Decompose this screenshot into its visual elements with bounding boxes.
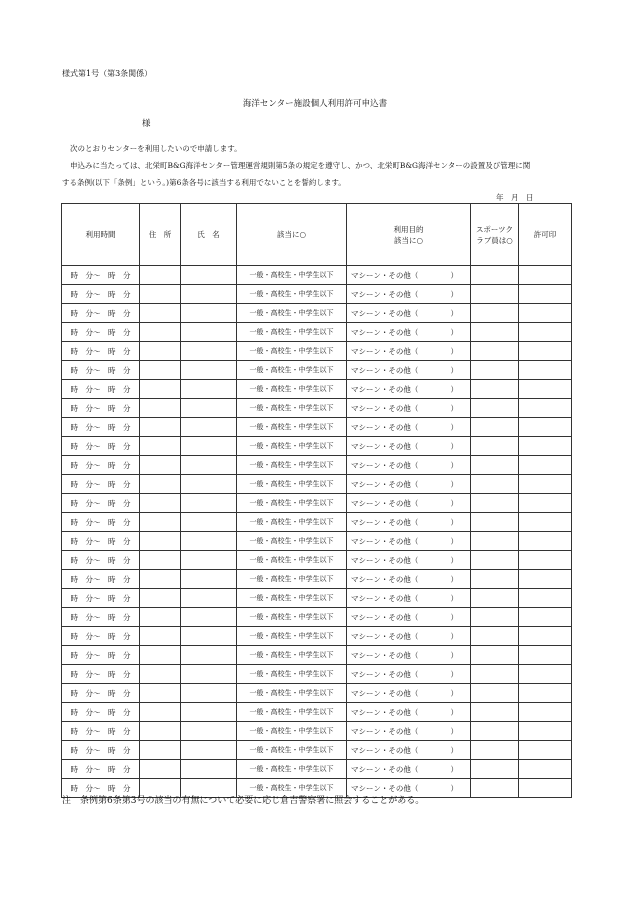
purpose-options: マシーン・その他（ xyxy=(351,650,419,660)
club-member-cell[interactable] xyxy=(471,703,519,722)
address-cell[interactable] xyxy=(140,760,181,779)
purpose-options: マシーン・その他（ xyxy=(351,593,419,603)
name-cell[interactable] xyxy=(181,722,237,741)
category-cell[interactable]: 一般・高校生・中学生以下 xyxy=(237,323,347,342)
address-cell[interactable] xyxy=(140,722,181,741)
club-member-cell[interactable] xyxy=(471,266,519,285)
permit-stamp-cell xyxy=(519,703,572,722)
club-member-cell[interactable] xyxy=(471,513,519,532)
category-cell[interactable]: 一般・高校生・中学生以下 xyxy=(237,285,347,304)
purpose-cell[interactable] xyxy=(347,342,471,361)
purpose-cell[interactable] xyxy=(347,418,471,437)
category-cell[interactable]: 一般・高校生・中学生以下 xyxy=(237,361,347,380)
permit-stamp-cell xyxy=(519,456,572,475)
address-cell[interactable] xyxy=(140,475,181,494)
address-cell[interactable] xyxy=(140,494,181,513)
table-row xyxy=(62,513,572,532)
purpose-cell[interactable] xyxy=(347,361,471,380)
table-row xyxy=(62,304,572,323)
purpose-close-paren: ） xyxy=(450,270,458,280)
address-cell[interactable] xyxy=(140,608,181,627)
permit-stamp-cell xyxy=(519,646,572,665)
purpose-options: マシーン・その他（ xyxy=(351,460,419,470)
category-cell[interactable]: 一般・高校生・中学生以下 xyxy=(237,475,347,494)
name-cell[interactable] xyxy=(181,456,237,475)
time-cell[interactable]: 時 分〜 時 分 xyxy=(62,380,140,399)
club-member-cell[interactable] xyxy=(471,456,519,475)
time-cell[interactable]: 時 分〜 時 分 xyxy=(62,266,140,285)
club-member-cell[interactable] xyxy=(471,342,519,361)
purpose-options: マシーン・その他（ xyxy=(351,327,419,337)
table-row xyxy=(62,665,572,684)
purpose-close-paren: ） xyxy=(450,365,458,375)
club-member-cell[interactable] xyxy=(471,665,519,684)
purpose-close-paren: ） xyxy=(450,650,458,660)
purpose-options: マシーン・その他（ xyxy=(351,308,419,318)
category-cell[interactable]: 一般・高校生・中学生以下 xyxy=(237,266,347,285)
category-cell[interactable]: 一般・高校生・中学生以下 xyxy=(237,418,347,437)
time-cell[interactable]: 時 分〜 時 分 xyxy=(62,437,140,456)
club-member-cell[interactable] xyxy=(471,323,519,342)
permit-stamp-cell xyxy=(519,551,572,570)
category-cell[interactable]: 一般・高校生・中学生以下 xyxy=(237,570,347,589)
club-member-cell[interactable] xyxy=(471,741,519,760)
purpose-options: マシーン・その他（ xyxy=(351,479,419,489)
table-body xyxy=(62,266,572,798)
address-cell[interactable] xyxy=(140,665,181,684)
club-member-cell[interactable] xyxy=(471,494,519,513)
purpose-options: マシーン・その他（ xyxy=(351,346,419,356)
name-cell[interactable] xyxy=(181,646,237,665)
table-row xyxy=(62,684,572,703)
time-cell[interactable]: 時 分〜 時 分 xyxy=(62,741,140,760)
permit-stamp-cell xyxy=(519,342,572,361)
name-cell[interactable] xyxy=(181,589,237,608)
time-cell[interactable]: 時 分〜 時 分 xyxy=(62,760,140,779)
table-row xyxy=(62,608,572,627)
header-purpose-line1: 利用目的 xyxy=(393,224,424,234)
permit-stamp-cell xyxy=(519,437,572,456)
time-cell[interactable]: 時 分〜 時 分 xyxy=(62,475,140,494)
purpose-options: マシーン・その他（ xyxy=(351,536,419,546)
header-purpose-line2: 該当に○ xyxy=(393,235,424,245)
club-member-cell[interactable] xyxy=(471,475,519,494)
category-cell[interactable]: 一般・高校生・中学生以下 xyxy=(237,665,347,684)
purpose-cell[interactable] xyxy=(347,437,471,456)
header-time: 利用時間 xyxy=(62,204,140,266)
time-cell[interactable]: 時 分〜 時 分 xyxy=(62,285,140,304)
purpose-options: マシーン・その他（ xyxy=(351,764,419,774)
address-cell[interactable] xyxy=(140,361,181,380)
table-header-row xyxy=(62,204,572,266)
name-cell[interactable] xyxy=(181,741,237,760)
category-cell[interactable]: 一般・高校生・中学生以下 xyxy=(237,513,347,532)
permit-stamp-cell xyxy=(519,399,572,418)
name-cell[interactable] xyxy=(181,570,237,589)
table-row xyxy=(62,285,572,304)
purpose-options: マシーン・その他（ xyxy=(351,498,419,508)
permit-stamp-cell xyxy=(519,475,572,494)
club-member-cell[interactable] xyxy=(471,437,519,456)
time-cell[interactable]: 時 分〜 時 分 xyxy=(62,570,140,589)
permit-stamp-cell xyxy=(519,418,572,437)
time-cell[interactable]: 時 分〜 時 分 xyxy=(62,418,140,437)
table-row xyxy=(62,475,572,494)
application-table xyxy=(61,203,572,798)
purpose-cell[interactable] xyxy=(347,570,471,589)
purpose-close-paren: ） xyxy=(450,422,458,432)
purpose-cell[interactable] xyxy=(347,703,471,722)
purpose-close-paren: ） xyxy=(450,498,458,508)
club-member-cell[interactable] xyxy=(471,399,519,418)
time-cell[interactable]: 時 分〜 時 分 xyxy=(62,627,140,646)
time-cell[interactable]: 時 分〜 時 分 xyxy=(62,532,140,551)
name-cell[interactable] xyxy=(181,380,237,399)
category-cell[interactable]: 一般・高校生・中学生以下 xyxy=(237,779,347,798)
purpose-cell[interactable] xyxy=(347,266,471,285)
purpose-close-paren: ） xyxy=(450,555,458,565)
permit-stamp-cell xyxy=(519,608,572,627)
club-member-cell[interactable] xyxy=(471,304,519,323)
category-cell[interactable]: 一般・高校生・中学生以下 xyxy=(237,399,347,418)
table-row xyxy=(62,589,572,608)
time-cell[interactable]: 時 分〜 時 分 xyxy=(62,608,140,627)
name-cell[interactable] xyxy=(181,475,237,494)
permit-stamp-cell xyxy=(519,570,572,589)
permit-stamp-cell xyxy=(519,760,572,779)
address-cell[interactable] xyxy=(140,551,181,570)
category-cell[interactable]: 一般・高校生・中学生以下 xyxy=(237,741,347,760)
name-cell[interactable] xyxy=(181,399,237,418)
header-club-line2: ラブ員は○ xyxy=(476,235,513,245)
purpose-close-paren: ） xyxy=(450,441,458,451)
purpose-cell[interactable] xyxy=(347,532,471,551)
purpose-close-paren: ） xyxy=(450,403,458,413)
time-cell[interactable]: 時 分〜 時 分 xyxy=(62,304,140,323)
club-member-cell[interactable] xyxy=(471,570,519,589)
purpose-options: マシーン・その他（ xyxy=(351,384,419,394)
permit-stamp-cell xyxy=(519,513,572,532)
address-cell[interactable] xyxy=(140,570,181,589)
purpose-close-paren: ） xyxy=(450,593,458,603)
purpose-close-paren: ） xyxy=(450,574,458,584)
name-cell[interactable] xyxy=(181,494,237,513)
category-cell[interactable]: 一般・高校生・中学生以下 xyxy=(237,703,347,722)
address-cell[interactable] xyxy=(140,380,181,399)
address-cell[interactable] xyxy=(140,532,181,551)
club-member-cell[interactable] xyxy=(471,646,519,665)
purpose-options: マシーン・その他（ xyxy=(351,574,419,584)
purpose-options: マシーン・その他（ xyxy=(351,669,419,679)
club-member-cell[interactable] xyxy=(471,589,519,608)
time-cell[interactable]: 時 分〜 時 分 xyxy=(62,722,140,741)
club-member-cell[interactable] xyxy=(471,418,519,437)
purpose-options: マシーン・その他（ xyxy=(351,422,419,432)
name-cell[interactable] xyxy=(181,323,237,342)
club-member-cell[interactable] xyxy=(471,760,519,779)
table-row xyxy=(62,380,572,399)
name-cell[interactable] xyxy=(181,342,237,361)
purpose-options: マシーン・その他（ xyxy=(351,289,419,299)
purpose-close-paren: ） xyxy=(450,688,458,698)
address-cell[interactable] xyxy=(140,342,181,361)
time-cell[interactable]: 時 分〜 時 分 xyxy=(62,703,140,722)
table-row xyxy=(62,323,572,342)
purpose-close-paren: ） xyxy=(450,308,458,318)
address-cell[interactable] xyxy=(140,646,181,665)
table-row xyxy=(62,646,572,665)
purpose-close-paren: ） xyxy=(450,479,458,489)
name-cell[interactable] xyxy=(181,437,237,456)
table-row xyxy=(62,266,572,285)
time-cell[interactable]: 時 分〜 時 分 xyxy=(62,779,140,798)
table-row xyxy=(62,627,572,646)
table-row xyxy=(62,551,572,570)
category-cell[interactable]: 一般・高校生・中学生以下 xyxy=(237,551,347,570)
permit-stamp-cell xyxy=(519,361,572,380)
purpose-options: マシーン・その他（ xyxy=(351,726,419,736)
purpose-options: マシーン・その他（ xyxy=(351,783,419,793)
address-cell[interactable] xyxy=(140,266,181,285)
club-member-cell[interactable] xyxy=(471,532,519,551)
club-member-cell[interactable] xyxy=(471,627,519,646)
name-cell[interactable] xyxy=(181,608,237,627)
purpose-close-paren: ） xyxy=(450,726,458,736)
purpose-cell[interactable] xyxy=(347,684,471,703)
time-cell[interactable]: 時 分〜 時 分 xyxy=(62,361,140,380)
name-cell[interactable] xyxy=(181,361,237,380)
purpose-close-paren: ） xyxy=(450,289,458,299)
purpose-options: マシーン・その他（ xyxy=(351,745,419,755)
purpose-cell[interactable] xyxy=(347,323,471,342)
header-club-line1: スポーツク xyxy=(475,224,514,234)
address-cell[interactable] xyxy=(140,399,181,418)
address-cell[interactable] xyxy=(140,418,181,437)
name-cell[interactable] xyxy=(181,513,237,532)
purpose-options: マシーン・その他（ xyxy=(351,365,419,375)
addressee-label: 様 xyxy=(142,119,151,129)
purpose-close-paren: ） xyxy=(450,707,458,717)
category-cell[interactable]: 一般・高校生・中学生以下 xyxy=(237,380,347,399)
address-cell[interactable] xyxy=(140,456,181,475)
time-cell[interactable]: 時 分〜 時 分 xyxy=(62,551,140,570)
time-cell[interactable]: 時 分〜 時 分 xyxy=(62,323,140,342)
purpose-cell[interactable] xyxy=(347,285,471,304)
purpose-close-paren: ） xyxy=(450,612,458,622)
permit-stamp-cell xyxy=(519,627,572,646)
purpose-cell[interactable] xyxy=(347,665,471,684)
footnote: 注 条例第6条第3号の該当の有無について必要に応じ倉吉警察署に照会することがある。 xyxy=(62,796,425,806)
purpose-options: マシーン・その他（ xyxy=(351,517,419,527)
table-row xyxy=(62,741,572,760)
permit-stamp-cell xyxy=(519,665,572,684)
name-cell[interactable] xyxy=(181,627,237,646)
permit-stamp-cell xyxy=(519,532,572,551)
purpose-cell[interactable] xyxy=(347,760,471,779)
category-cell[interactable]: 一般・高校生・中学生以下 xyxy=(237,608,347,627)
time-cell[interactable]: 時 分〜 時 分 xyxy=(62,342,140,361)
purpose-options: マシーン・その他（ xyxy=(351,555,419,565)
purpose-cell[interactable] xyxy=(347,494,471,513)
table-row xyxy=(62,418,572,437)
name-cell[interactable] xyxy=(181,665,237,684)
address-cell[interactable] xyxy=(140,323,181,342)
purpose-close-paren: ） xyxy=(450,346,458,356)
address-cell[interactable] xyxy=(140,741,181,760)
club-member-cell[interactable] xyxy=(471,722,519,741)
purpose-cell[interactable] xyxy=(347,304,471,323)
category-cell[interactable]: 一般・高校生・中学生以下 xyxy=(237,722,347,741)
time-cell[interactable]: 時 分〜 時 分 xyxy=(62,684,140,703)
purpose-cell[interactable] xyxy=(347,627,471,646)
permit-stamp-cell xyxy=(519,494,572,513)
address-cell[interactable] xyxy=(140,703,181,722)
permit-stamp-cell xyxy=(519,380,572,399)
name-cell[interactable] xyxy=(181,418,237,437)
permit-stamp-cell xyxy=(519,741,572,760)
purpose-cell[interactable] xyxy=(347,380,471,399)
time-cell[interactable]: 時 分〜 時 分 xyxy=(62,646,140,665)
header-address: 住 所 xyxy=(140,204,181,266)
address-cell[interactable] xyxy=(140,589,181,608)
purpose-cell[interactable] xyxy=(347,608,471,627)
club-member-cell[interactable] xyxy=(471,551,519,570)
table-row xyxy=(62,570,572,589)
name-cell[interactable] xyxy=(181,285,237,304)
club-member-cell[interactable] xyxy=(471,684,519,703)
purpose-options: マシーン・その他（ xyxy=(351,631,419,641)
category-cell[interactable]: 一般・高校生・中学生以下 xyxy=(237,646,347,665)
purpose-cell[interactable] xyxy=(347,722,471,741)
purpose-close-paren: ） xyxy=(450,631,458,641)
address-cell[interactable] xyxy=(140,304,181,323)
category-cell[interactable]: 一般・高校生・中学生以下 xyxy=(237,304,347,323)
time-cell[interactable]: 時 分〜 時 分 xyxy=(62,494,140,513)
purpose-cell[interactable] xyxy=(347,741,471,760)
name-cell[interactable] xyxy=(181,760,237,779)
date-field: 年 月 日 xyxy=(496,193,534,202)
purpose-close-paren: ） xyxy=(450,764,458,774)
pledge-text-line1: 申込みに当たっては、北栄町B&G海洋センター管理運営規則第5条の規定を遵守し、かつ、北栄町B&G海洋センターの設置及び管理に関 xyxy=(70,161,531,170)
header-club-member xyxy=(471,204,519,266)
category-cell[interactable]: 一般・高校生・中学生以下 xyxy=(237,494,347,513)
pledge-text-line2: する条例(以下「条例」という。)第6条各号に該当する利用でないことを誓約します。 xyxy=(62,178,346,187)
club-member-cell[interactable] xyxy=(471,285,519,304)
purpose-close-paren: ） xyxy=(450,745,458,755)
purpose-close-paren: ） xyxy=(450,384,458,394)
table-row xyxy=(62,361,572,380)
permit-stamp-cell xyxy=(519,684,572,703)
name-cell[interactable] xyxy=(181,551,237,570)
purpose-cell[interactable] xyxy=(347,646,471,665)
purpose-options: マシーン・その他（ xyxy=(351,270,419,280)
header-name: 氏 名 xyxy=(181,204,237,266)
purpose-close-paren: ） xyxy=(450,460,458,470)
time-cell[interactable]: 時 分〜 時 分 xyxy=(62,589,140,608)
time-cell[interactable]: 時 分〜 時 分 xyxy=(62,665,140,684)
permit-stamp-cell xyxy=(519,285,572,304)
purpose-cell[interactable] xyxy=(347,551,471,570)
permit-stamp-cell xyxy=(519,323,572,342)
purpose-cell[interactable] xyxy=(347,399,471,418)
permit-stamp-cell xyxy=(519,589,572,608)
purpose-cell[interactable] xyxy=(347,513,471,532)
purpose-close-paren: ） xyxy=(450,536,458,546)
time-cell[interactable]: 時 分〜 時 分 xyxy=(62,399,140,418)
category-cell[interactable]: 一般・高校生・中学生以下 xyxy=(237,589,347,608)
category-cell[interactable]: 一般・高校生・中学生以下 xyxy=(237,342,347,361)
purpose-cell[interactable] xyxy=(347,456,471,475)
purpose-options: マシーン・その他（ xyxy=(351,441,419,451)
club-member-cell[interactable] xyxy=(471,608,519,627)
address-cell[interactable] xyxy=(140,285,181,304)
permit-stamp-cell xyxy=(519,266,572,285)
permit-stamp-cell xyxy=(519,304,572,323)
table-row xyxy=(62,703,572,722)
club-member-cell[interactable] xyxy=(471,361,519,380)
address-cell[interactable] xyxy=(140,684,181,703)
purpose-options: マシーン・その他（ xyxy=(351,707,419,717)
address-cell[interactable] xyxy=(140,513,181,532)
address-cell[interactable] xyxy=(140,437,181,456)
purpose-close-paren: ） xyxy=(450,517,458,527)
category-cell[interactable]: 一般・高校生・中学生以下 xyxy=(237,437,347,456)
form-title: 海洋センター施設個人利用許可申込書 xyxy=(242,99,388,109)
time-cell[interactable]: 時 分〜 時 分 xyxy=(62,456,140,475)
purpose-cell[interactable] xyxy=(347,475,471,494)
table-row xyxy=(62,456,572,475)
category-cell[interactable]: 一般・高校生・中学生以下 xyxy=(237,627,347,646)
form-number: 様式第1号（第3条関係） xyxy=(62,69,153,78)
purpose-cell[interactable] xyxy=(347,589,471,608)
purpose-options: マシーン・その他（ xyxy=(351,403,419,413)
name-cell[interactable] xyxy=(181,532,237,551)
category-cell[interactable]: 一般・高校生・中学生以下 xyxy=(237,684,347,703)
category-cell[interactable]: 一般・高校生・中学生以下 xyxy=(237,456,347,475)
category-cell[interactable]: 一般・高校生・中学生以下 xyxy=(237,760,347,779)
name-cell[interactable] xyxy=(181,703,237,722)
table-row xyxy=(62,342,572,361)
intro-text: 次のとおりセンターを利用したいので申請します。 xyxy=(70,144,242,153)
permit-stamp-cell xyxy=(519,722,572,741)
purpose-close-paren: ） xyxy=(450,669,458,679)
purpose-options: マシーン・その他（ xyxy=(351,688,419,698)
table-row xyxy=(62,722,572,741)
header-permit-stamp: 許可印 xyxy=(519,204,572,266)
club-member-cell[interactable] xyxy=(471,779,519,798)
table-row xyxy=(62,532,572,551)
table-row xyxy=(62,760,572,779)
header-purpose xyxy=(347,204,471,266)
name-cell[interactable] xyxy=(181,304,237,323)
name-cell[interactable] xyxy=(181,684,237,703)
header-category: 該当に○ xyxy=(237,204,347,266)
purpose-options: マシーン・その他（ xyxy=(351,612,419,622)
purpose-close-paren: ） xyxy=(450,783,458,793)
purpose-close-paren: ） xyxy=(450,327,458,337)
address-cell[interactable] xyxy=(140,627,181,646)
category-cell[interactable]: 一般・高校生・中学生以下 xyxy=(237,532,347,551)
time-cell[interactable]: 時 分〜 時 分 xyxy=(62,513,140,532)
permit-stamp-cell xyxy=(519,779,572,798)
club-member-cell[interactable] xyxy=(471,380,519,399)
name-cell[interactable] xyxy=(181,266,237,285)
table-row xyxy=(62,494,572,513)
table-row xyxy=(62,399,572,418)
table-row xyxy=(62,437,572,456)
